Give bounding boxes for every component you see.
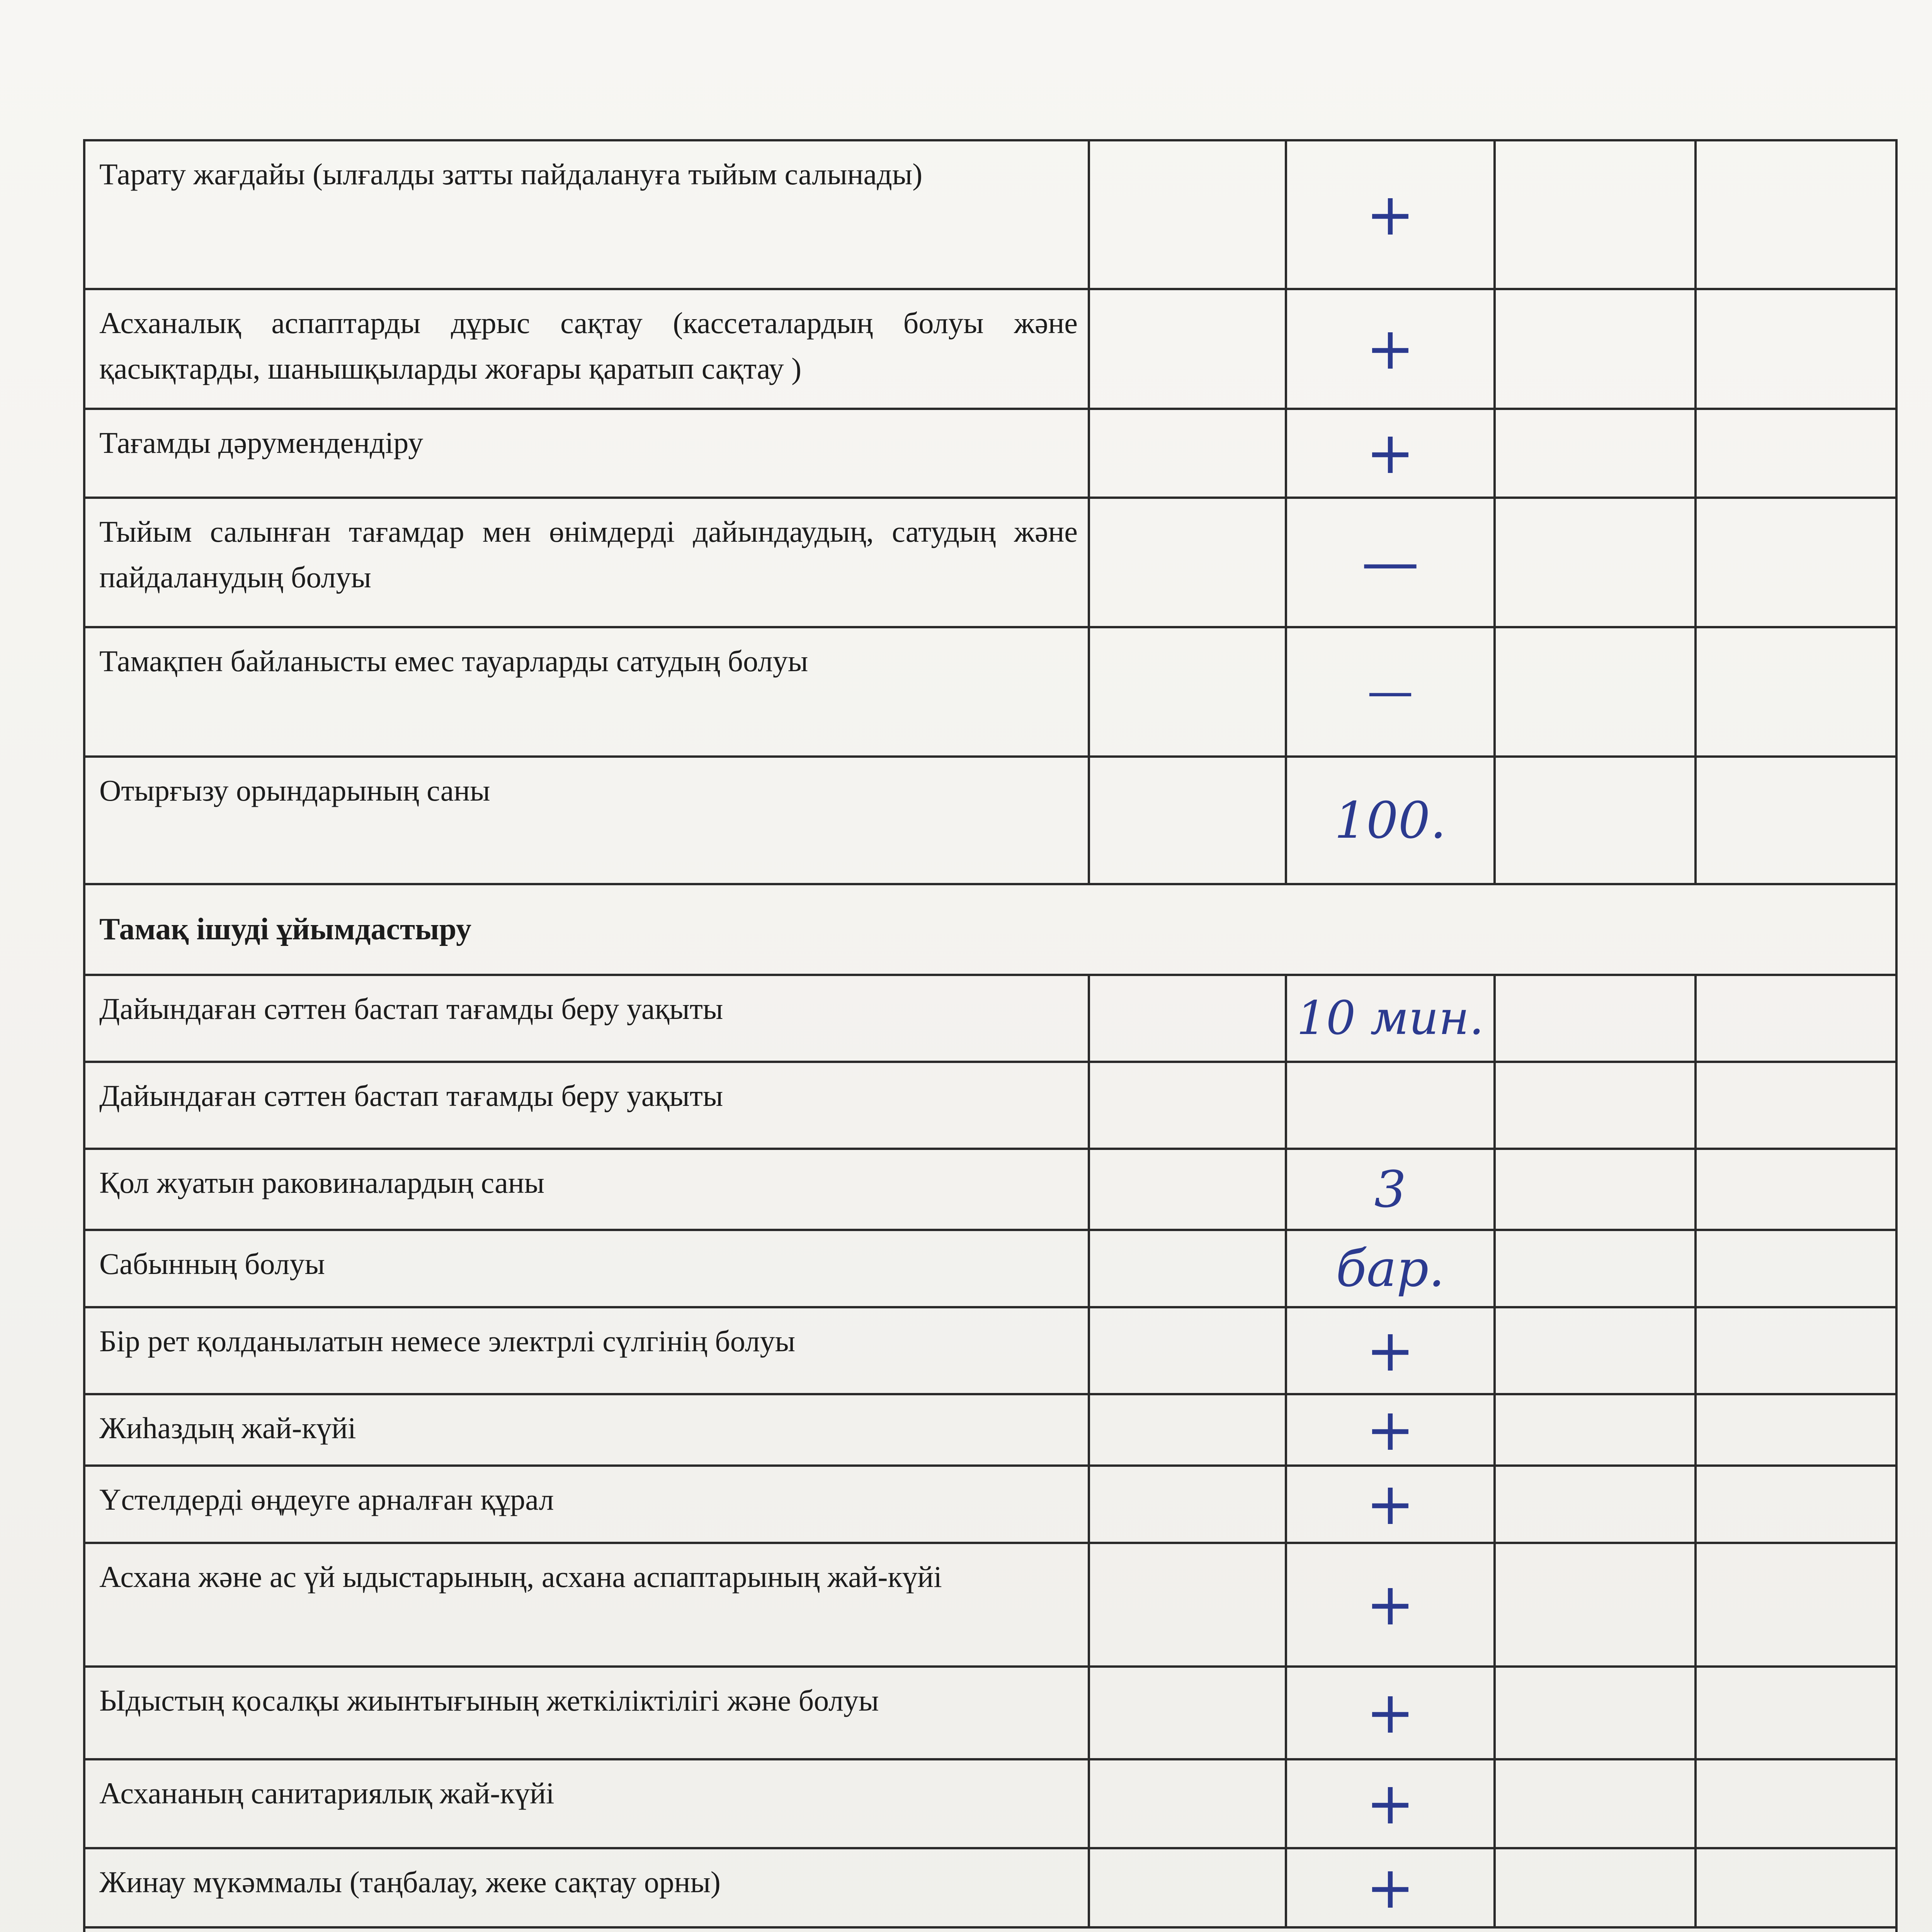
empty-cell xyxy=(1495,289,1696,409)
section-cell xyxy=(84,1927,1896,1932)
table-row xyxy=(84,1667,1896,1759)
criterion-cell xyxy=(84,1062,1089,1149)
empty-cell xyxy=(1696,1307,1896,1394)
criterion-cell xyxy=(84,289,1089,409)
empty-cell xyxy=(1696,1759,1896,1848)
handwritten-mark: + xyxy=(1366,1471,1415,1538)
criterion-label: Асхананың санитариялық жай-күйі xyxy=(99,1776,554,1810)
criterion-cell xyxy=(84,1848,1089,1927)
empty-cell xyxy=(1495,1667,1696,1759)
mark-cell xyxy=(1286,1848,1495,1927)
handwritten-mark: + xyxy=(1366,181,1415,248)
empty-cell xyxy=(1495,1759,1696,1848)
empty-cell xyxy=(1089,757,1286,884)
table-row xyxy=(84,757,1896,884)
empty-cell xyxy=(1696,140,1896,289)
mark-cell xyxy=(1286,1543,1495,1667)
empty-cell xyxy=(1696,498,1896,627)
table-row xyxy=(84,289,1896,409)
empty-cell xyxy=(1089,409,1286,498)
criterion-label: Отырғызу орындарының саны xyxy=(99,774,490,807)
empty-cell xyxy=(1495,1230,1696,1307)
criterion-label: Бір рет қолданылатын немесе электрлі сүлгінің болуы xyxy=(99,1324,796,1358)
empty-cell xyxy=(1696,1466,1896,1543)
mark-cell xyxy=(1286,1307,1495,1394)
table-row xyxy=(84,409,1896,498)
mark-cell xyxy=(1286,1466,1495,1543)
criterion-label: Сабынның болуы xyxy=(99,1247,325,1281)
criterion-cell xyxy=(84,409,1089,498)
criterion-label: Қол жуатын раковиналардың саны xyxy=(99,1166,544,1199)
criterion-label: Үстелдерді өңдеуге арналған құрал xyxy=(99,1483,554,1516)
criterion-cell xyxy=(84,1667,1089,1759)
mark-cell xyxy=(1286,1667,1495,1759)
empty-cell xyxy=(1495,1848,1696,1927)
empty-cell xyxy=(1696,975,1896,1062)
empty-cell xyxy=(1089,1149,1286,1230)
empty-cell xyxy=(1495,1394,1696,1466)
table-row xyxy=(84,1848,1896,1927)
handwritten-sink-count: 3 xyxy=(1374,1160,1406,1219)
criterion-label: Дайындаған сәттен бастап тағамды беру уақыты xyxy=(99,992,723,1026)
criterion-label: Тағамды дәрумендендіру xyxy=(99,426,423,459)
table-row xyxy=(84,1307,1896,1394)
empty-cell xyxy=(1089,498,1286,627)
empty-cell xyxy=(1696,289,1896,409)
criterion-label: Жиһаздың жай-күйі xyxy=(99,1411,356,1445)
handwritten-mark: + xyxy=(1366,1770,1415,1837)
table-row xyxy=(84,1062,1896,1149)
empty-cell xyxy=(1495,409,1696,498)
section-row xyxy=(84,884,1896,975)
empty-cell xyxy=(1495,975,1696,1062)
table-row xyxy=(84,1230,1896,1307)
criterion-label: Тыйым салынған тағамдар мен өнімдерді дайындаудың, сатудың және пайдаланудың болуы xyxy=(99,515,1078,594)
criterion-cell xyxy=(84,627,1089,757)
empty-cell xyxy=(1089,1394,1286,1466)
criterion-label: Тарату жағдайы (ылғалды затты пайдалануға тыйым салынады) xyxy=(99,157,923,191)
handwritten-seat-count: 100. xyxy=(1334,791,1446,850)
table-row xyxy=(84,1466,1896,1543)
table-row xyxy=(84,1543,1896,1667)
empty-cell xyxy=(1089,1759,1286,1848)
empty-cell xyxy=(1089,627,1286,757)
table-row xyxy=(84,627,1896,757)
mark-cell xyxy=(1286,409,1495,498)
empty-cell xyxy=(1696,409,1896,498)
empty-cell xyxy=(1696,1230,1896,1307)
empty-cell xyxy=(1089,1230,1286,1307)
empty-cell xyxy=(1495,1062,1696,1149)
mark-cell xyxy=(1286,1759,1495,1848)
empty-cell xyxy=(1089,1543,1286,1667)
handwritten-mark: + xyxy=(1366,420,1415,487)
handwritten-mark: — xyxy=(1367,665,1413,719)
mark-cell xyxy=(1286,975,1495,1062)
empty-cell xyxy=(1089,1848,1286,1927)
criterion-cell xyxy=(84,1230,1089,1307)
handwritten-time: 10 мин. xyxy=(1296,991,1484,1045)
mark-cell xyxy=(1286,1394,1495,1466)
table-row xyxy=(84,1759,1896,1848)
empty-cell xyxy=(1495,1307,1696,1394)
mark-cell xyxy=(1286,757,1495,884)
criterion-cell xyxy=(84,1307,1089,1394)
section-cell xyxy=(84,884,1896,975)
empty-cell xyxy=(1089,1667,1286,1759)
criterion-cell xyxy=(84,1543,1089,1667)
criterion-label: Асханалық аспаптарды дұрыс сақтау (кассеталардың болуы және қасықтарды, шанышқыларды жоғары қаратып сақтау ) xyxy=(99,306,1078,385)
empty-cell xyxy=(1089,1307,1286,1394)
mark-cell xyxy=(1286,627,1495,757)
criterion-cell xyxy=(84,1759,1089,1848)
section-heading: Тамақ ішуді ұйымдастыру xyxy=(99,912,472,946)
empty-cell xyxy=(1696,627,1896,757)
criterion-label: Асхана және ас үй ыдыстарының, асхана аспаптарының жай-күйі xyxy=(99,1560,942,1594)
empty-cell xyxy=(1495,757,1696,884)
handwritten-mark: — xyxy=(1361,529,1419,596)
criterion-cell xyxy=(84,140,1089,289)
empty-cell xyxy=(1495,498,1696,627)
handwritten-mark: + xyxy=(1366,1571,1415,1638)
criterion-label: Жинау мүкәммалы (таңбалау, жеке сақтау орны) xyxy=(99,1865,721,1899)
empty-cell xyxy=(1495,1466,1696,1543)
table-row xyxy=(84,1149,1896,1230)
empty-cell xyxy=(1089,975,1286,1062)
checklist-table xyxy=(83,139,1898,1932)
empty-cell xyxy=(1696,1394,1896,1466)
empty-cell xyxy=(1696,1062,1896,1149)
mark-cell xyxy=(1286,289,1495,409)
empty-cell xyxy=(1696,1667,1896,1759)
criterion-cell xyxy=(84,1394,1089,1466)
handwritten-soap: бар. xyxy=(1336,1239,1445,1298)
empty-cell xyxy=(1089,140,1286,289)
empty-cell xyxy=(1495,140,1696,289)
empty-cell xyxy=(1696,1543,1896,1667)
section-row xyxy=(84,1927,1896,1932)
criterion-cell xyxy=(84,1466,1089,1543)
empty-cell xyxy=(1696,1848,1896,1927)
empty-cell xyxy=(1089,289,1286,409)
criterion-label: Дайындаған сәттен бастап тағамды беру уақыты xyxy=(99,1079,723,1112)
criterion-label: Ыдыстың қосалқы жиынтығының жеткіліктілігі және болуы xyxy=(99,1684,879,1717)
handwritten-mark: + xyxy=(1366,1396,1415,1464)
criterion-label: Тамақпен байланысты емес тауарларды сатудың болуы xyxy=(99,644,808,678)
empty-cell xyxy=(1696,757,1896,884)
criterion-cell xyxy=(84,498,1089,627)
empty-cell xyxy=(1089,1062,1286,1149)
criterion-cell xyxy=(84,1149,1089,1230)
mark-cell xyxy=(1286,140,1495,289)
handwritten-mark: + xyxy=(1366,1679,1415,1747)
criterion-cell xyxy=(84,757,1089,884)
handwritten-mark: + xyxy=(1366,1854,1415,1922)
mark-cell xyxy=(1286,1149,1495,1230)
mark-cell xyxy=(1286,498,1495,627)
table-row xyxy=(84,498,1896,627)
table-row xyxy=(84,1394,1896,1466)
criterion-cell xyxy=(84,975,1089,1062)
empty-cell xyxy=(1696,1149,1896,1230)
table-row xyxy=(84,140,1896,289)
empty-cell xyxy=(1495,627,1696,757)
empty-cell xyxy=(1495,1149,1696,1230)
mark-cell xyxy=(1286,1062,1495,1149)
table-row xyxy=(84,975,1896,1062)
empty-cell xyxy=(1495,1543,1696,1667)
mark-cell xyxy=(1286,1230,1495,1307)
handwritten-mark: + xyxy=(1366,1317,1415,1384)
handwritten-mark: + xyxy=(1366,315,1415,383)
empty-cell xyxy=(1089,1466,1286,1543)
